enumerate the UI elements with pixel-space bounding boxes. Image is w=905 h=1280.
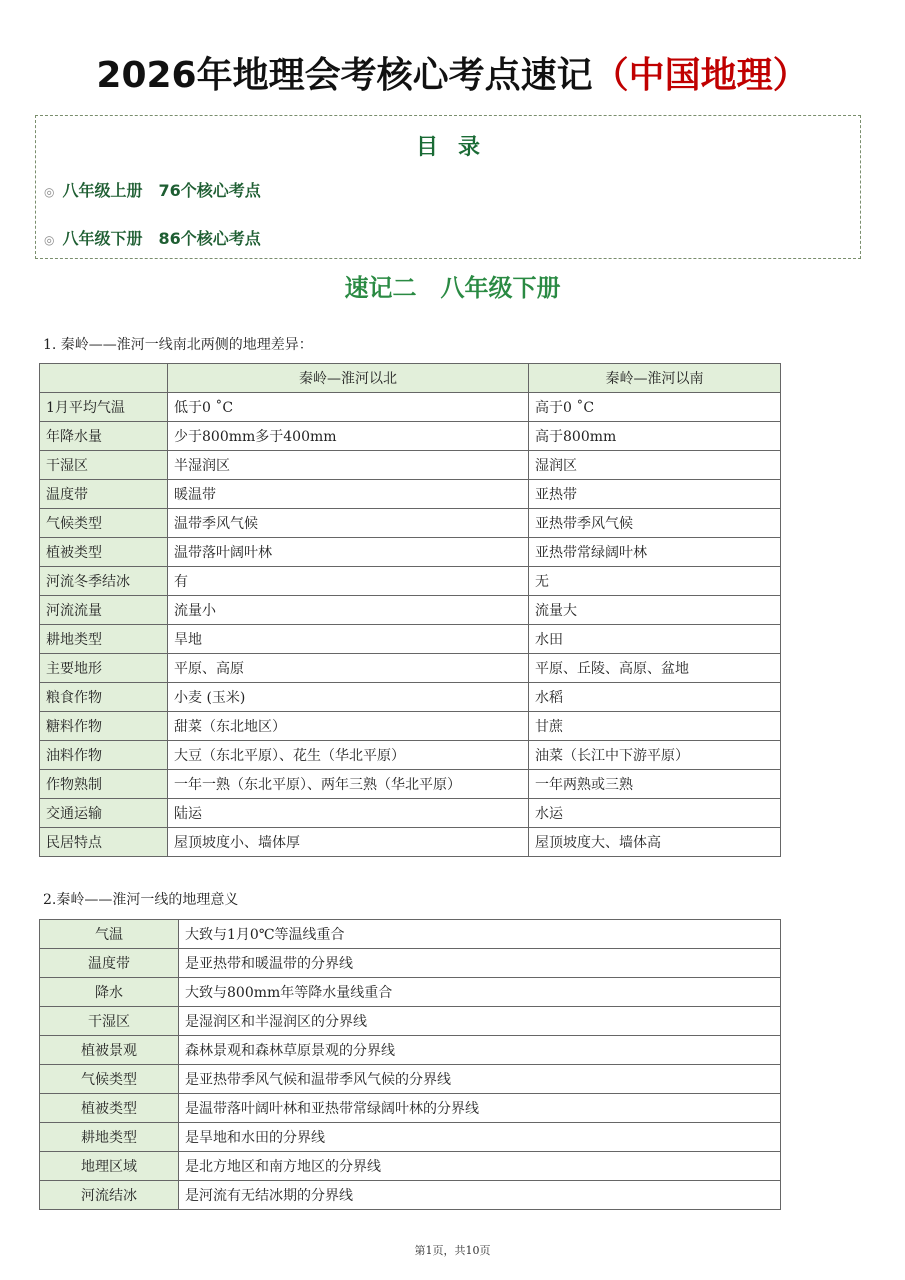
table-cell: 水运	[529, 799, 781, 828]
table-cell: 无	[529, 567, 781, 596]
table-cell: 小麦 (玉米)	[168, 683, 529, 712]
table-cell: 是亚热带和暖温带的分界线	[179, 949, 781, 978]
table-row	[40, 920, 781, 949]
table-row	[40, 799, 781, 828]
table-row	[40, 422, 781, 451]
table-row	[40, 978, 781, 1007]
page-footer: 第1页，共10页	[414, 1244, 491, 1257]
table-cell: 亚热带常绿阔叶林	[529, 538, 781, 567]
table-cell: 温带落叶阔叶林	[168, 538, 529, 567]
table-row	[40, 509, 781, 538]
toc-item-count: 86个核心考点	[158, 229, 261, 248]
table-row	[40, 1123, 781, 1152]
table-cell: 大豆（东北平原）、花生（华北平原）	[168, 741, 529, 770]
table-cell: 是湿润区和半湿润区的分界线	[179, 1007, 781, 1036]
row-label: 气温	[40, 920, 179, 949]
table-row	[40, 654, 781, 683]
table-cell: 一年两熟或三熟	[529, 770, 781, 799]
table-cell: 大致与800mm年等降水量线重合	[179, 978, 781, 1007]
table-cell: 半湿润区	[168, 451, 529, 480]
title-subtitle: （中国地理）	[592, 55, 809, 96]
row-label: 干湿区	[40, 451, 168, 480]
table-of-contents	[35, 115, 861, 259]
table-cell: 少于800mm多于400mm	[168, 422, 529, 451]
row-label: 地理区域	[40, 1152, 179, 1181]
table-row	[40, 741, 781, 770]
row-label: 耕地类型	[40, 1123, 179, 1152]
table-cell: 暖温带	[168, 480, 529, 509]
table-row	[40, 625, 781, 654]
table-cell: 是旱地和水田的分界线	[179, 1123, 781, 1152]
row-label: 主要地形	[40, 654, 168, 683]
toc-item-grade: 八年级上册	[62, 181, 143, 200]
title-main: 2026年地理会考核心考点速记	[96, 55, 593, 96]
column-header: 秦岭—淮河以南	[529, 364, 781, 393]
table-cell: 油菜（长江中下游平原）	[529, 741, 781, 770]
table1-caption: 1. 秦岭——淮河一线南北两侧的地理差异：	[43, 337, 313, 353]
table-row	[40, 596, 781, 625]
table-cell: 一年一熟（东北平原）、两年三熟（华北平原）	[168, 770, 529, 799]
table-cell: 是河流有无结冰期的分界线	[179, 1181, 781, 1210]
table-cell: 平原、丘陵、高原、盆地	[529, 654, 781, 683]
row-label: 河流冬季结冰	[40, 567, 168, 596]
table-row	[40, 480, 781, 509]
page-title	[0, 48, 905, 104]
table-row	[40, 393, 781, 422]
row-label: 年降水量	[40, 422, 168, 451]
table-row	[40, 451, 781, 480]
table-cell: 低于0 ˚C	[168, 393, 529, 422]
table-cell: 旱地	[168, 625, 529, 654]
row-label: 植被景观	[40, 1036, 179, 1065]
table-row	[40, 1065, 781, 1094]
table-cell: 有	[168, 567, 529, 596]
table-row	[40, 1181, 781, 1210]
table-cell: 甜菜（东北地区）	[168, 712, 529, 741]
table-header-row	[40, 364, 781, 393]
section-title	[0, 268, 905, 303]
row-label: 干湿区	[40, 1007, 179, 1036]
table-cell: 陆运	[168, 799, 529, 828]
toc-item-grade8-vol2[interactable]	[44, 226, 261, 249]
boundary-significance-table	[39, 919, 781, 1210]
row-label: 温度带	[40, 480, 168, 509]
table-row	[40, 567, 781, 596]
bullet-icon: ◎	[44, 233, 55, 247]
table-row	[40, 1007, 781, 1036]
north-south-differences-table	[39, 363, 781, 857]
table-cell: 水稻	[529, 683, 781, 712]
row-label: 植被类型	[40, 538, 168, 567]
table-cell: 平原、高原	[168, 654, 529, 683]
bullet-icon: ◎	[44, 185, 55, 199]
toc-item-grade: 八年级下册	[62, 229, 143, 248]
toc-heading: 目录	[415, 135, 500, 160]
table-cell: 屋顶坡度大、墙体高	[529, 828, 781, 857]
table-cell: 屋顶坡度小、墙体厚	[168, 828, 529, 857]
row-label: 河流结冰	[40, 1181, 179, 1210]
table-row	[40, 712, 781, 741]
row-label: 气候类型	[40, 1065, 179, 1094]
table-cell: 温带季风气候	[168, 509, 529, 538]
row-label: 耕地类型	[40, 625, 168, 654]
row-label: 民居特点	[40, 828, 168, 857]
row-label: 粮食作物	[40, 683, 168, 712]
table-row	[40, 1152, 781, 1181]
table-row	[40, 683, 781, 712]
table-row	[40, 828, 781, 857]
row-label: 河流流量	[40, 596, 168, 625]
table-cell: 流量小	[168, 596, 529, 625]
table-cell: 亚热带	[529, 480, 781, 509]
table-row	[40, 538, 781, 567]
table-cell: 流量大	[529, 596, 781, 625]
section-prefix: 速记二	[344, 274, 417, 302]
table-cell: 是北方地区和南方地区的分界线	[179, 1152, 781, 1181]
table-row	[40, 949, 781, 978]
table-row	[40, 770, 781, 799]
table-cell: 甘蔗	[529, 712, 781, 741]
column-header	[40, 364, 168, 393]
row-label: 温度带	[40, 949, 179, 978]
row-label: 油料作物	[40, 741, 168, 770]
table-cell: 是温带落叶阔叶林和亚热带常绿阔叶林的分界线	[179, 1094, 781, 1123]
table-cell: 湿润区	[529, 451, 781, 480]
toc-item-count: 76个核心考点	[158, 181, 261, 200]
row-label: 交通运输	[40, 799, 168, 828]
row-label: 气候类型	[40, 509, 168, 538]
table-cell: 亚热带季风气候	[529, 509, 781, 538]
row-label: 作物熟制	[40, 770, 168, 799]
table-cell: 高于0 ˚C	[529, 393, 781, 422]
row-label: 1月平均气温	[40, 393, 168, 422]
row-label: 降水	[40, 978, 179, 1007]
toc-item-grade8-vol1[interactable]	[44, 178, 261, 201]
section-name: 八年级下册	[440, 274, 561, 302]
table-row	[40, 1094, 781, 1123]
column-header: 秦岭—淮河以北	[168, 364, 529, 393]
row-label: 糖料作物	[40, 712, 168, 741]
table-cell: 大致与1月0℃等温线重合	[179, 920, 781, 949]
table-cell: 水田	[529, 625, 781, 654]
table2-caption: 2.秦岭——淮河一线的地理意义	[43, 892, 239, 908]
row-label: 植被类型	[40, 1094, 179, 1123]
table-row	[40, 1036, 781, 1065]
table-cell: 森林景观和森林草原景观的分界线	[179, 1036, 781, 1065]
table-cell: 高于800mm	[529, 422, 781, 451]
table-cell: 是亚热带季风气候和温带季风气候的分界线	[179, 1065, 781, 1094]
